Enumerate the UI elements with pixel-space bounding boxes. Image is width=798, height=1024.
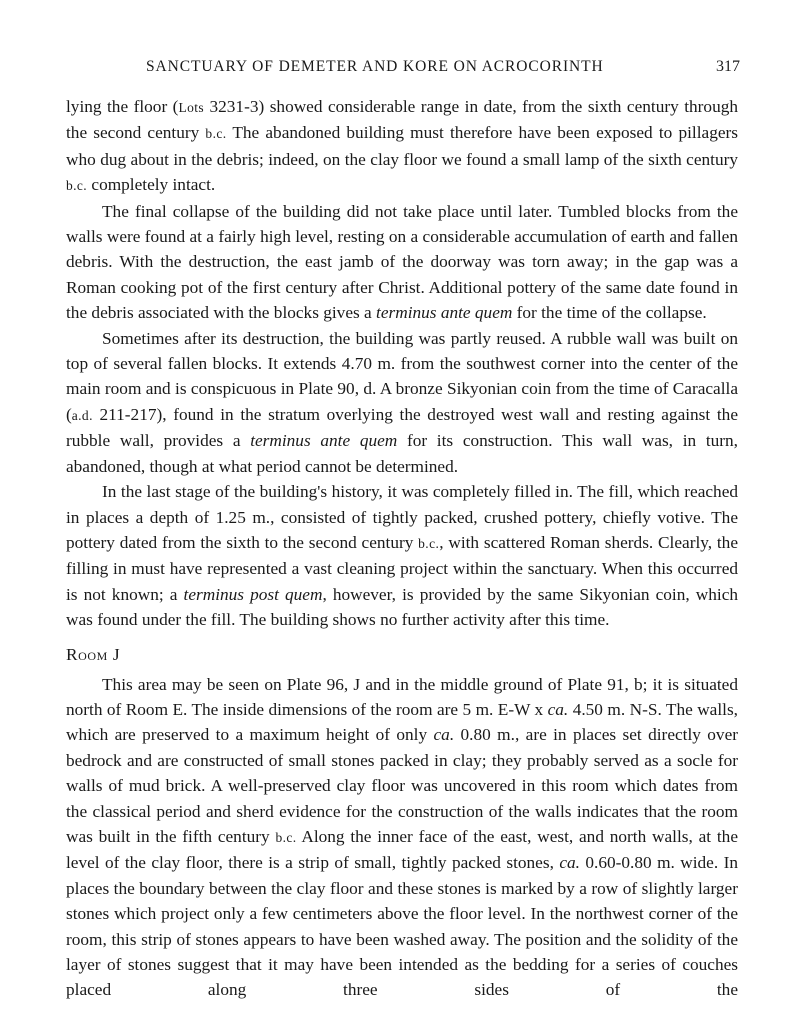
page-number: 317 xyxy=(716,58,740,75)
paragraph xyxy=(66,326,738,479)
text-run: Along the inner face of the east, west, and north walls, at the level of the clay floor, there is a strip of small, tightly packed stones, xyxy=(66,826,738,873)
paragraph xyxy=(66,94,738,199)
paragraph xyxy=(66,479,738,632)
text-run: 0.60-0.80 m. wide. In places the boundary between the clay floor and these stones is marked by a row of slightly larger stones which project only a few centimeters above the floor level. In the northwest corner of the room, this strip of stones appears to have been washed away. The position and the solidity of the layer of stones suggest that it may have been intended as the bedding for a series of couches placed along three sides of the xyxy=(66,853,739,1000)
text-run: lying the floor ( xyxy=(66,97,179,116)
italic-run: ca. xyxy=(559,853,580,873)
text-run: Sometimes after its destruction, the building was partly reused. A rubble wall was built on top of several fallen blocks. It extends 4.70 m. from the southwest corner into the center of the main room and is conspicuous in Plate 90, d. A bronze Sikyonian coin from the time of Caracalla ( xyxy=(66,328,738,424)
text-run: , however, is provided by the same Sikyonian coin, which was found under the fill. The building shows no further activity after this time. xyxy=(66,584,738,630)
text-run: The abandoned building must therefore have been exposed to pillagers who dug about in the debris; indeed, on the clay floor we found a small lamp of the sixth century xyxy=(66,123,738,169)
heading-letter: J xyxy=(107,644,121,664)
text-run: , with scattered Roman sherds. Clearly, the filling in must have represented a vast cleaning project within the sanctuary. When this occurred is not known; a xyxy=(66,532,738,604)
paragraph xyxy=(66,199,738,326)
text-run: 0.80 m., are in places set directly over bedrock and are constructed of small stones packed in clay; they probably served as a socle for walls of mud brick. A well-preserved clay floor was uncovered in this room which dates from the classical period and sherd evidence for the construction of the walls indicates that the room was built in the fifth century xyxy=(66,725,738,846)
italic-run: terminus post quem xyxy=(183,584,323,604)
small-caps-run: b.c. xyxy=(66,178,88,194)
text-run: This area may be seen on Plate 96, J and in the middle ground of Plate 91, b; it is situated north of Room E. The inside dimensions of the room are 5 m. E-W x xyxy=(66,674,738,719)
small-caps-run: b.c. xyxy=(418,535,440,551)
italic-run: ca. xyxy=(547,699,569,719)
text-run: for the time of the collapse. xyxy=(512,303,707,323)
text-run: for its construction. This wall was, in turn, abandoned, though at what period cannot be determined. xyxy=(66,431,738,476)
small-caps-run: Lots xyxy=(178,100,205,115)
small-caps-run: b.c. xyxy=(205,126,227,142)
section-heading xyxy=(66,642,738,667)
small-caps-run: a.d. xyxy=(71,407,93,423)
heading-word: Room xyxy=(66,644,108,664)
italic-run: terminus ante quem xyxy=(250,431,398,451)
text-run: completely intact. xyxy=(87,175,216,195)
text-run: 211-217), found in the stratum overlying the destroyed west wall and resting against the rubble wall, provides a xyxy=(66,404,738,451)
italic-run: terminus ante quem xyxy=(376,303,513,323)
italic-run: ca. xyxy=(433,725,455,745)
page-header xyxy=(66,58,740,82)
paragraph xyxy=(66,672,738,1003)
small-caps-run: b.c. xyxy=(275,829,297,845)
text-run: The final collapse of the building did not take place until later. Tumbled blocks from the walls were found at a fairly high level, resting on a considerable accumulation of earth and fallen debris. With the destruction, the east jamb of the doorway was torn away; in the gap was a Roman cooking pot of the first century after Christ. Additional pottery of the same date found in the debris associated with the blocks gives a xyxy=(66,201,738,323)
text-run: In the last stage of the building's history, it was completely filled in. The fill, which reached in places a depth of 1.25 m., consisted of tightly packed, crushed pottery, chiefly votive. The pottery dated from the sixth to the second century xyxy=(66,482,738,552)
text-run: 4.50 m. N-S. The walls, which are preserved to a maximum height of only xyxy=(66,699,738,745)
running-head: SANCTUARY OF DEMETER AND KORE ON ACROCORINTH xyxy=(146,58,604,75)
text-run: 3231-3) showed considerable range in date, from the sixth century through the second century xyxy=(66,97,738,143)
body-text xyxy=(66,94,738,1003)
